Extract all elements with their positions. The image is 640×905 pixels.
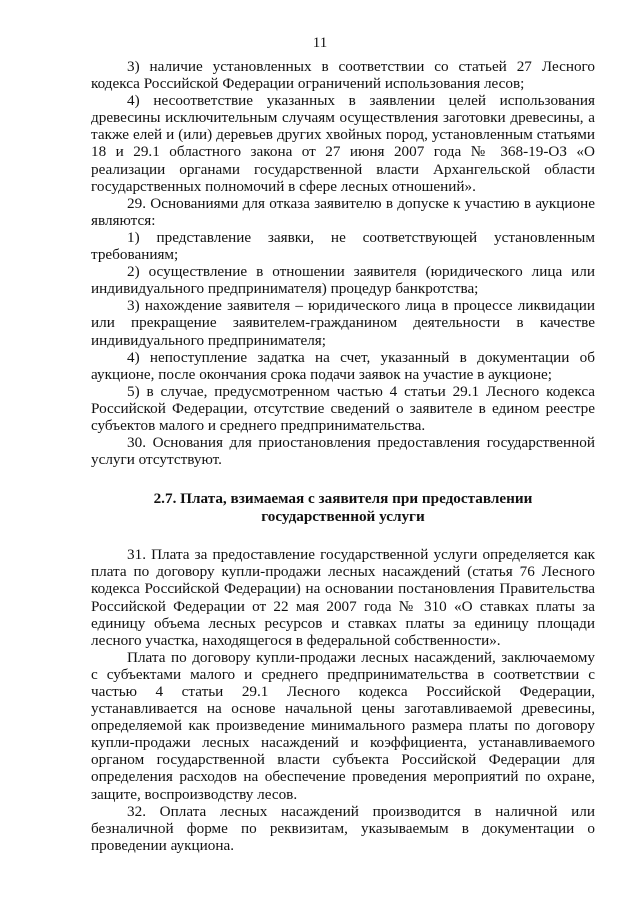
section-heading-2-7 [91, 490, 595, 526]
paragraph-clause-3-lesnoy-kodeks: 3) наличие установленных в соответствии со статьей 27 Лесного кодекса Российской Федерации ограничений использования лесов; [91, 58, 595, 93]
paragraph-clause-4-purpose-mismatch: 4) несоответствие указанных в заявлении целей использования древесины исключительным случаям осуществления заготовки древесины, а также елей и (или) деревьев других хвойных пород, установленным статьями 18 и 29.1 областного закона от 27 июня 2007 года № 368-19-ОЗ «О реализации органами государственной власти Архангельской области государственных полномочий в сфере лесных отношений». [91, 92, 595, 195]
paragraph-fee-small-business: Плата по договору купли-продажи лесных насаждений, заключаемому с субъектами малого и среднего предпринимательства в соответствии с частью 4 статьи 29.1 Лесного кодекса Российской Федерации, устанавливается на основе начальной цены заготавливаемой древесины, определяемой как произведение минимального размера платы по договору купли-продажи лесных насаждений и коэффициента, устанавливаемого органом государственной власти субъекта Российской Федерации для определения расходов на обеспечение проведения мероприятий по охране, защите, воспроизводству лесов. [91, 648, 595, 803]
paragraph-refusal-1: 1) представление заявки, не соответствующей установленным требованиям; [91, 228, 595, 264]
section-heading-line-2: государственной услуги [261, 508, 425, 526]
paragraph-item-32: 32. Оплата лесных насаждений производится в наличной или безналичной форме по реквизитам, указываемым в документации о проведении аукциона. [91, 802, 595, 854]
paragraph-refusal-5: 5) в случае, предусмотренном частью 4 статьи 29.1 Лесного кодекса Российской Федерации, отсутствие сведений о заявителе в едином реестре субъектов малого и среднего предпринимательства. [91, 382, 595, 434]
section-heading-line-1: 2.7. Плата, взимаемая с заявителя при предоставлении [153, 490, 533, 508]
document-body [91, 58, 595, 854]
paragraph-item-30: 30. Основания для приостановления предоставления государственной услуги отсутствуют. [91, 434, 595, 469]
page-number: 11 [312, 35, 328, 51]
paragraph-refusal-4: 4) непоступление задатка на счет, указанный в документации об аукционе, после окончания срока подачи заявок на участие в аукционе; [91, 348, 595, 383]
paragraph-refusal-3: 3) нахождение заявителя – юридического лица в процессе ликвидации или прекращение заявителем-гражданином деятельности в качестве индивидуального предпринимателя; [91, 297, 595, 349]
paragraph-item-31: 31. Плата за предоставление государственной услуги определяется как плата по договору купли-продажи лесных насаждений (статья 76 Лесного кодекса Российской Федерации) на основании постановления Правительства Российской Федерации от 22 мая 2007 года № 310 «О ставках платы за единицу объема лесных ресурсов и ставках платы за единицу площади лесного участка, находящегося в федеральной собственности». [91, 546, 595, 649]
paragraph-refusal-2: 2) осуществление в отношении заявителя (юридического лица или индивидуального предпринимателя) процедур банкротства; [91, 263, 595, 298]
paragraph-item-29-refusal-grounds: 29. Основаниями для отказа заявителю в допуске к участию в аукционе являются: [91, 194, 595, 229]
